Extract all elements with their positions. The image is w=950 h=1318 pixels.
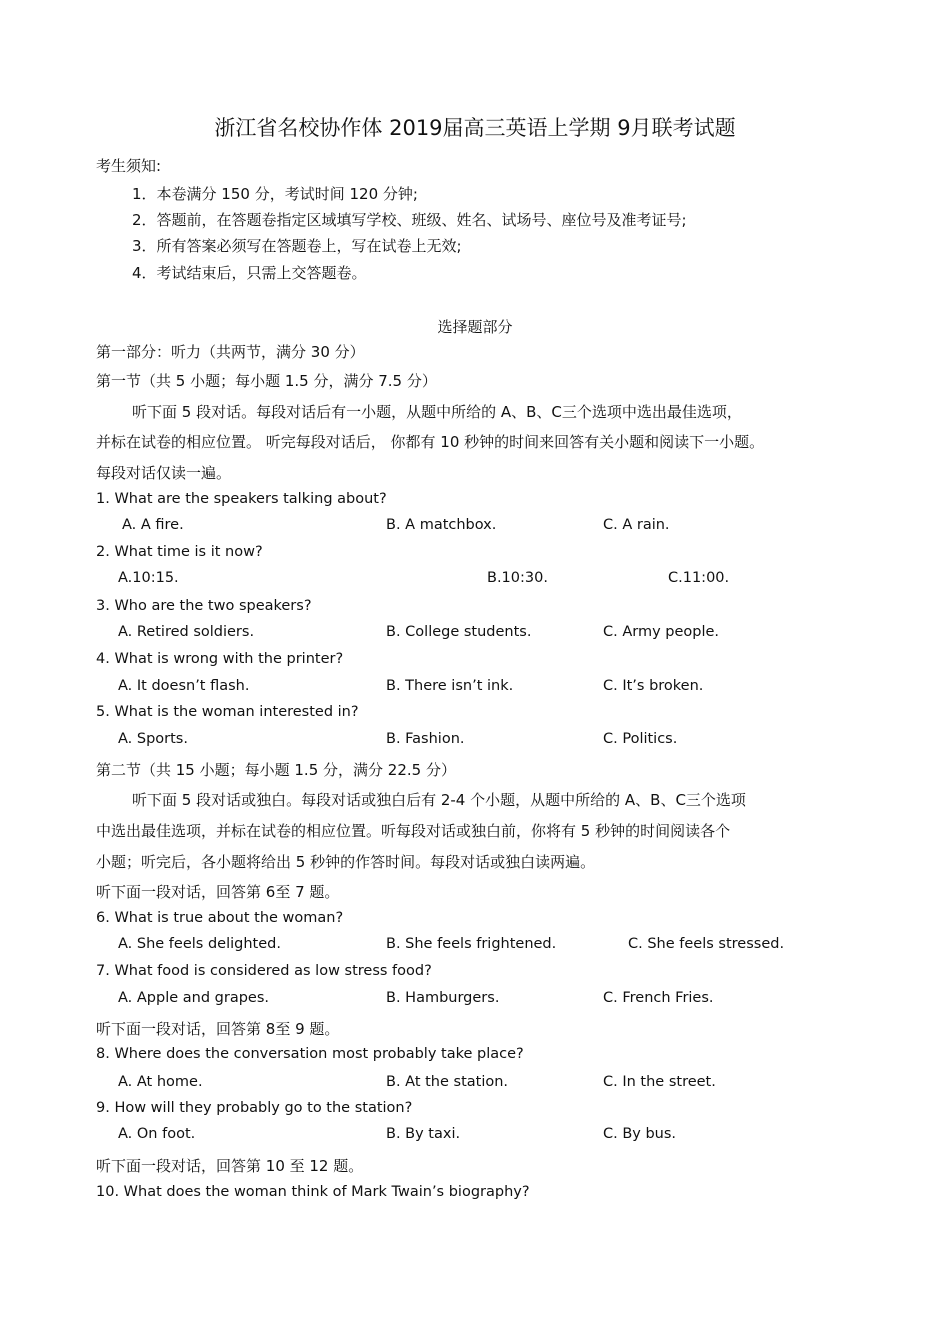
- group-instruction: 听下面一段对话，回答第 10 至 12 题。: [96, 1157, 364, 1175]
- option-b: B. College students.: [386, 624, 532, 640]
- option-c: C. By bus.: [603, 1126, 677, 1142]
- option-c: C. In the street.: [603, 1074, 716, 1090]
- notice-item: 1．本卷满分 150 分，考试时间 120 分钟;: [132, 185, 418, 203]
- instruction-line: 每段对话仅读一遍。: [96, 464, 232, 482]
- option-b: B. A matchbox.: [386, 517, 497, 533]
- option-a: A. A fire.: [122, 517, 184, 533]
- option-c: C. A rain.: [603, 517, 670, 533]
- notice-item: 4．考试结束后，只需上交答题卷。: [132, 264, 367, 282]
- instruction-line: 中选出最佳选项，并标在试卷的相应位置。听每段对话或独白前，你将有 5 秒钟的时间阅读各个: [96, 822, 731, 840]
- option-a: A. At home.: [118, 1074, 203, 1090]
- option-b: B. She feels frightened.: [386, 936, 557, 952]
- question-text: 7. What food is considered as low stress food?: [96, 963, 432, 979]
- question-text: 5. What is the woman interested in?: [96, 704, 359, 720]
- option-c: C. Army people.: [603, 624, 720, 640]
- question-text: 2. What time is it now?: [96, 544, 263, 560]
- instruction-line: 并标在试卷的相应位置。 听完每段对话后， 你都有 10 秒钟的时间来回答有关小题和阅读下一小题。: [96, 433, 765, 451]
- instruction-line: 听下面 5 段对话或独白。每段对话或独白后有 2-4 个小题，从题中所给的 A、B、C三个选项: [132, 791, 746, 809]
- question-text: 3. Who are the two speakers?: [96, 598, 312, 614]
- notice-item: 3．所有答案必须写在答题卷上，写在试卷上无效;: [132, 237, 462, 255]
- option-c: C. Politics.: [603, 731, 678, 747]
- option-a: A. She feels delighted.: [118, 936, 281, 952]
- option-c: C.11:00.: [668, 570, 730, 586]
- section-heading: 第二节（共 15 小题；每小题 1.5 分，满分 22.5 分）: [96, 761, 456, 779]
- option-b: B. At the station.: [386, 1074, 509, 1090]
- group-instruction: 听下面一段对话，回答第 8至 9 题。: [96, 1020, 340, 1038]
- instruction-line: 听下面 5 段对话。每段对话后有一小题，从题中所给的 A、B、C三个选项中选出最佳选项，: [132, 403, 742, 421]
- question-text: 4. What is wrong with the printer?: [96, 651, 344, 667]
- notice-heading: 考生须知:: [96, 157, 162, 175]
- section-title: 选择题部分: [437, 318, 513, 336]
- section-heading: 第一节（共 5 小题；每小题 1.5 分，满分 7.5 分）: [96, 372, 437, 390]
- notice-item: 2．答题前，在答题卷指定区域填写学校、班级、姓名、试场号、座位号及准考证号;: [132, 211, 687, 229]
- option-a: A. Sports.: [118, 731, 188, 747]
- question-text: 8. Where does the conversation most probably take place?: [96, 1046, 524, 1062]
- option-b: B. There isn’t ink.: [386, 678, 514, 694]
- option-b: B.10:30.: [487, 570, 548, 586]
- question-text: 6. What is true about the woman?: [96, 910, 344, 926]
- question-text: 1. What are the speakers talking about?: [96, 491, 387, 507]
- part-heading: 第一部分：听力（共两节，满分 30 分）: [96, 343, 365, 361]
- option-a: A.10:15.: [118, 570, 179, 586]
- option-c: C. It’s broken.: [603, 678, 704, 694]
- option-a: A. On foot.: [118, 1126, 196, 1142]
- question-text: 10. What does the woman think of Mark Twain’s biography?: [96, 1184, 530, 1200]
- page-title: 浙江省名校协作体 2019届高三英语上学期 9月联考试题: [214, 116, 736, 140]
- option-b: B. Hamburgers.: [386, 990, 500, 1006]
- instruction-line: 小题；听完后，各小题将给出 5 秒钟的作答时间。每段对话或独白读两遍。: [96, 853, 596, 871]
- option-c: C. French Fries.: [603, 990, 714, 1006]
- option-b: B. Fashion.: [386, 731, 465, 747]
- group-instruction: 听下面一段对话，回答第 6至 7 题。: [96, 883, 340, 901]
- option-b: B. By taxi.: [386, 1126, 461, 1142]
- option-a: A. Apple and grapes.: [118, 990, 269, 1006]
- option-c: C. She feels stressed.: [628, 936, 785, 952]
- question-text: 9. How will they probably go to the station?: [96, 1100, 413, 1116]
- option-a: A. It doesn’t flash.: [118, 678, 250, 694]
- option-a: A. Retired soldiers.: [118, 624, 255, 640]
